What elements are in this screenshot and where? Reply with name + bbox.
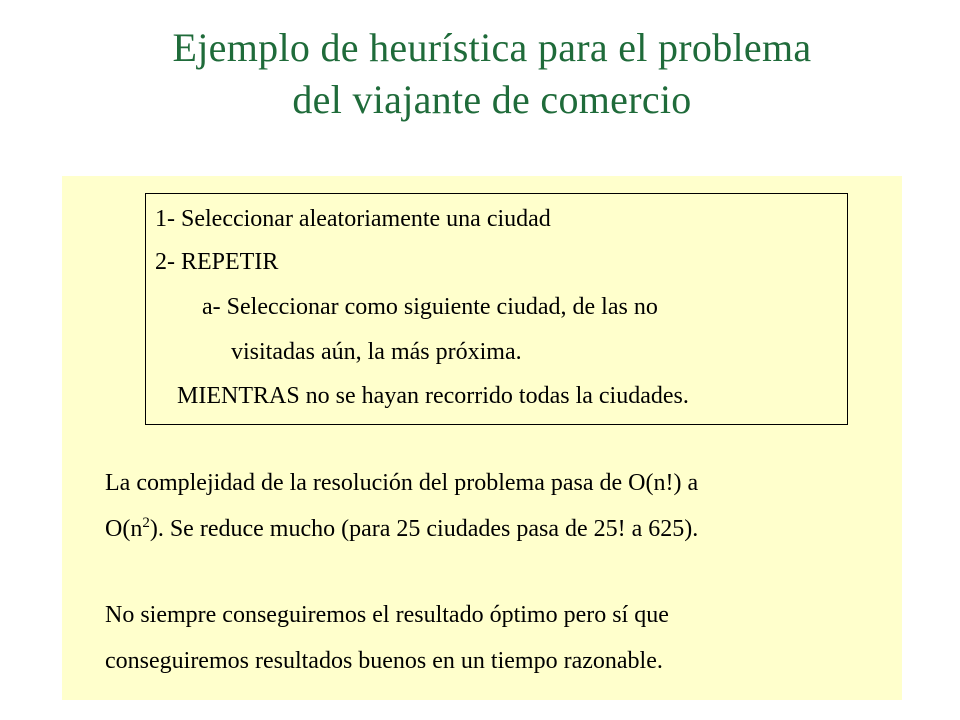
slide-title-line-2: del viajante de comercio: [292, 77, 692, 122]
complexity-line-2-start: O(n: [105, 516, 143, 542]
algorithm-step-1: 1- Seleccionar aleatoriamente una ciudad: [155, 206, 551, 232]
complexity-exponent: 2: [142, 515, 150, 531]
conclusion-line-1: No siempre conseguiremos el resultado óptimo pero sí que: [105, 602, 669, 628]
slide-title: [0, 22, 960, 126]
conclusion-line-2: conseguiremos resultados buenos en un tiempo razonable.: [105, 648, 663, 674]
algorithm-until-condition: MIENTRAS no se hayan recorrido todas la ciudades.: [177, 383, 689, 409]
content-panel: [62, 176, 902, 700]
complexity-line-2: [105, 514, 698, 544]
complexity-line-1: La complejidad de la resolución del problema pasa de O(n!) a: [105, 470, 699, 496]
slide-title-line-1: Ejemplo de heurística para el problema: [172, 25, 812, 70]
algorithm-step-2a-line-1: a- Seleccionar como siguiente ciudad, de las no: [202, 294, 658, 320]
algorithm-step-2: 2- REPETIR: [155, 249, 279, 275]
algorithm-step-2a-line-2: visitadas aún, la más próxima.: [231, 339, 522, 365]
complexity-line-2-end: ). Se reduce mucho (para 25 ciudades pasa de 25! a 625).: [149, 516, 699, 542]
algorithm-box: [145, 193, 848, 425]
